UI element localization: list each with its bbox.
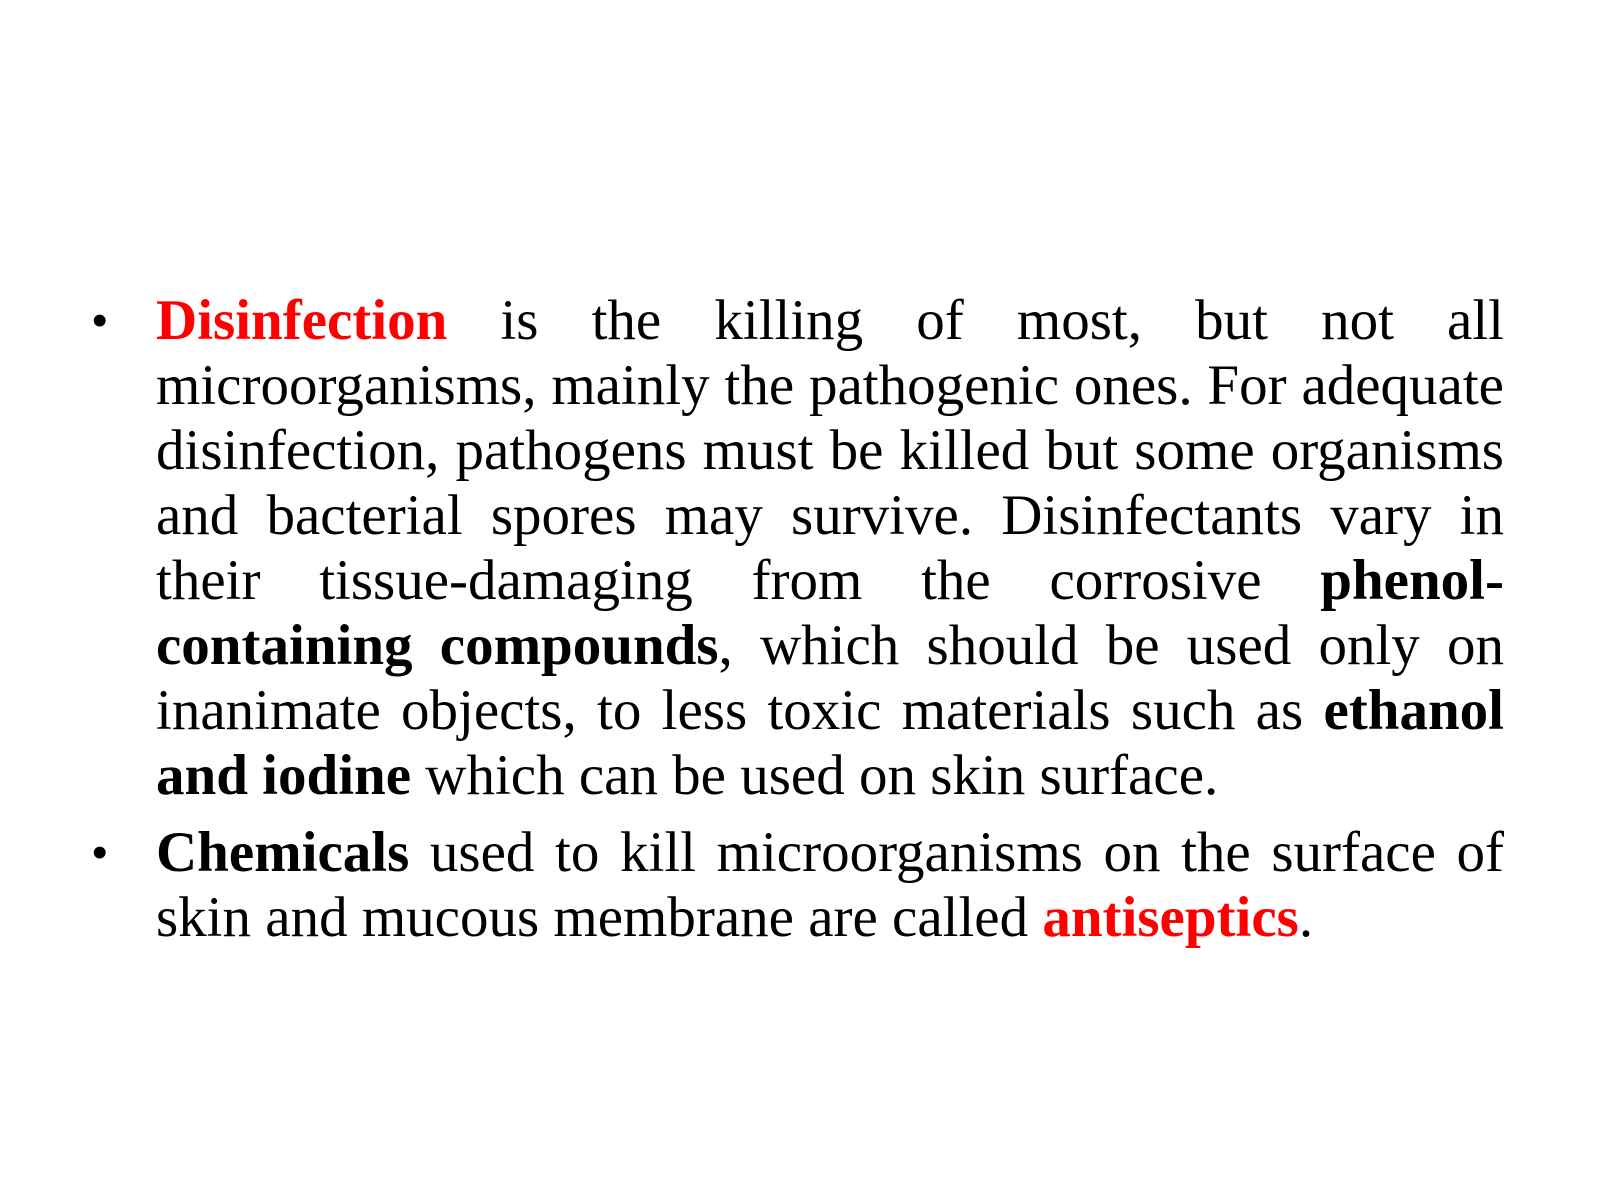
bullet-list (92, 288, 1504, 962)
bullet-marker: • (92, 296, 108, 345)
bullet-marker: • (92, 828, 108, 877)
bullet-disinfection (92, 288, 1504, 808)
chemicals-text-2: . (1298, 886, 1314, 949)
chemicals-text-1: used to kill microorganisms on the surface of skin and mucous membrane are called (156, 821, 1504, 949)
bullet-chemicals (92, 820, 1504, 950)
disinfection-text-3: which can be used on skin surface. (411, 744, 1219, 807)
term-chemicals: Chemicals (156, 821, 410, 884)
phenol-compounds-term: phenol-containing compounds (156, 549, 1504, 677)
disinfection-text-1: is the killing of most, but not all microorganisms, mainly the pathogenic ones. For adequate disinfection, pathogens must be killed but some organisms and bacterial spores may survive. Disinfectants vary in their tissue-damaging from the corrosive (156, 289, 1504, 612)
term-antiseptics: antiseptics (1042, 886, 1299, 949)
disinfection-text-2: , which should be used only on inanimate objects, to less toxic materials such as (156, 614, 1505, 742)
ethanol-iodine-term: ethanol and iodine (156, 679, 1504, 807)
term-disinfection: Disinfection (156, 289, 448, 352)
